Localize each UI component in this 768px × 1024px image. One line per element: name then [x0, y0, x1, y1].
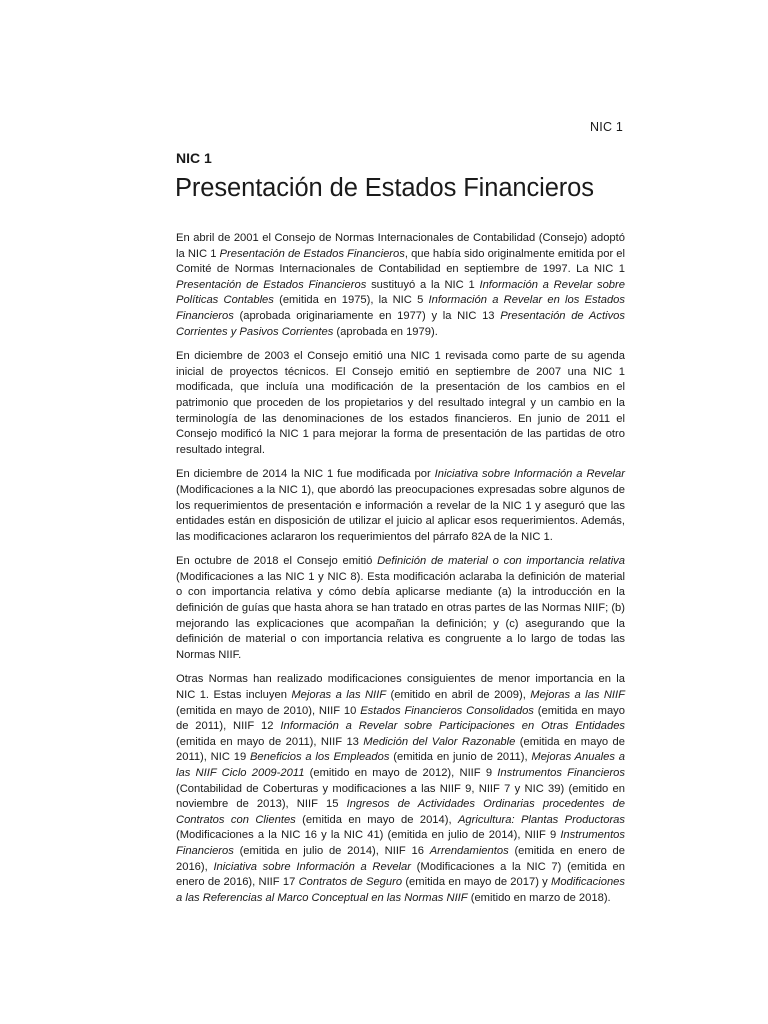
italic-reference: Iniciativa sobre Información a Revelar — [213, 860, 411, 873]
italic-reference: Beneficios a los Empleados — [249, 751, 390, 764]
text-run: (emitida en mayo de 2010), NIIF 10 — [176, 704, 361, 717]
paragraph-1 — [176, 231, 625, 340]
italic-reference: Contratos de Seguro — [298, 876, 403, 889]
text-run: (aprobada en 1979). — [333, 325, 438, 338]
paragraph-2 — [176, 349, 625, 458]
italic-reference: Presentación de Estados Financieros — [176, 278, 367, 291]
italic-reference: Mejoras Anuales a las NIIF Ciclo 2009-2011 — [176, 751, 625, 779]
italic-reference: Presentación de Activos Corrientes y Pasivos Corrientes — [176, 309, 625, 338]
text-run: (emitida en mayo de 2011), NIIF 12 — [176, 704, 626, 733]
italic-reference: Arrendamientos — [429, 844, 509, 857]
italic-reference: Mejoras a las NIIF — [291, 689, 387, 702]
text-run: (Modificaciones a la NIC 7) (emitida en enero de 2016), NIIF 17 — [176, 860, 625, 889]
text-run: sustituyó a la NIC 1 — [366, 278, 480, 291]
text-run: (emitida en mayo de 2011), NIC 19 — [176, 735, 625, 764]
text-run: (emitida en enero de 2016), — [176, 844, 625, 873]
italic-reference: Modificaciones a las Referencias al Marco Conceptual en las Normas NIIF — [176, 876, 625, 904]
italic-reference: Mejoras a las NIIF — [530, 689, 625, 702]
text-run: (aprobada originariamente en 1977) y la NIC 13 — [233, 309, 501, 322]
paragraph-5 — [176, 672, 625, 906]
italic-reference: Iniciativa sobre Información a Revelar — [434, 468, 625, 481]
text-run: (Modificaciones a la NIC 1), que abordó las preocupaciones expresadas sobre algunos de los requerimientos de presentación e información a revelar de la NIC 1 y aseguró que las entidades están en disposición de utilizar el juicio al aplicar esos requerimientos. Además, las modificaciones aclararon los requerimientos del párrafo 82A de la NIC 1. — [176, 483, 625, 543]
text-run: En abril de 2001 el Consejo de Normas Internacionales de Contabilidad (Consejo) adoptó la NIC 1 — [176, 232, 625, 260]
text-run: Otras Normas han realizado modificaciones consiguientes de menor importancia en la NIC 1. Estas incluyen — [176, 673, 625, 702]
italic-reference: Definición de material o con importancia relativa — [377, 555, 625, 568]
text-run: (emitido en marzo de 2018). — [467, 891, 611, 904]
text-run: (emitida en mayo de 2017) y — [402, 876, 551, 889]
italic-reference: Información a Revelar sobre Participaciones en Otras Entidades — [280, 720, 626, 733]
document-body — [176, 231, 625, 915]
text-run: (emitida en junio de 2011), — [389, 751, 532, 764]
text-run: (Modificaciones a las NIC 1 y NIC 8). Esta modificación aclaraba la definición de material o con importancia relativa y cómo debía aplicarse mediante (a) la introducción en la definición de guías que hasta ahora se han tratado en otras partes de las Normas NIIF; (b) mejorando las explicaciones que acompañan la definición; y (c) asegurando que la definición de material o con importancia relativa es congruente a lo largo de todas las Normas NIIF. — [176, 570, 625, 661]
text-run: (emitida en julio de 2014), NIIF 16 — [233, 844, 430, 857]
italic-reference: Instrumentos Financieros — [176, 829, 625, 857]
text-run: (Modificaciones a la NIC 16 y la NIC 41) (emitida en julio de 2014), NIIF 9 — [176, 829, 561, 842]
italic-reference: Instrumentos Financieros — [497, 767, 625, 779]
italic-reference: Presentación de Estados Financieros — [219, 247, 405, 260]
text-run: En diciembre de 2003 el Consejo emitió una NIC 1 revisada como parte de su agenda inicial de proyectos técnicos. El Consejo emitió en septiembre de 2007 una NIC 1 modificada, que incluía una modificación de la presentación de los cambios en el patrimonio que proceden de los propietarios y del resultado integral y un cambio en la terminología de las denominaciones de los estados financieros. En junio de 2011 el Consejo modificó la NIC 1 para mejorar la forma de presentación de las partidas de otro resultado integral. — [176, 350, 625, 456]
text-run: , que había sido originalmente emitida por el Comité de Normas Internacionales de Contabilidad en septiembre de 1997. La NIC 1 — [176, 247, 626, 276]
text-run: (emitida en mayo de 2011), NIIF 13 — [176, 735, 364, 748]
italic-reference: Estados Financieros Consolidados — [360, 704, 534, 717]
page-title: Presentación de Estados Financieros — [175, 174, 594, 202]
text-run: (emitida en 1975), la NIC 5 — [273, 294, 429, 307]
paragraph-3 — [176, 467, 625, 545]
italic-reference: Medición del Valor Razonable — [363, 735, 516, 748]
text-run: (emitida en mayo de 2014), — [295, 813, 458, 826]
text-run: (emitido en abril de 2009), — [386, 689, 531, 702]
italic-reference: Información a Revelar sobre Políticas Contables — [176, 278, 625, 307]
italic-reference: Ingresos de Actividades Ordinarias procedentes de Contratos con Clientes — [176, 798, 625, 826]
text-run: (Contabilidad de Coberturas y modificaciones a las NIIF 9, NIIF 7 y NIC 39) (emitido en noviembre de 2013), NIIF 15 — [176, 782, 625, 811]
running-header: NIC 1 — [590, 120, 623, 134]
italic-reference: Información a Revelar en los Estados Financieros — [176, 294, 625, 322]
text-run: En octubre de 2018 el Consejo emitió — [176, 555, 378, 568]
text-run: (emitido en mayo de 2012), NIIF 9 — [304, 767, 498, 779]
italic-reference: Agricultura: Plantas Productoras — [457, 813, 625, 826]
paragraph-4 — [176, 554, 625, 663]
text-run: En diciembre de 2014 la NIC 1 fue modificada por — [176, 468, 435, 481]
standard-code: NIC 1 — [176, 150, 212, 166]
